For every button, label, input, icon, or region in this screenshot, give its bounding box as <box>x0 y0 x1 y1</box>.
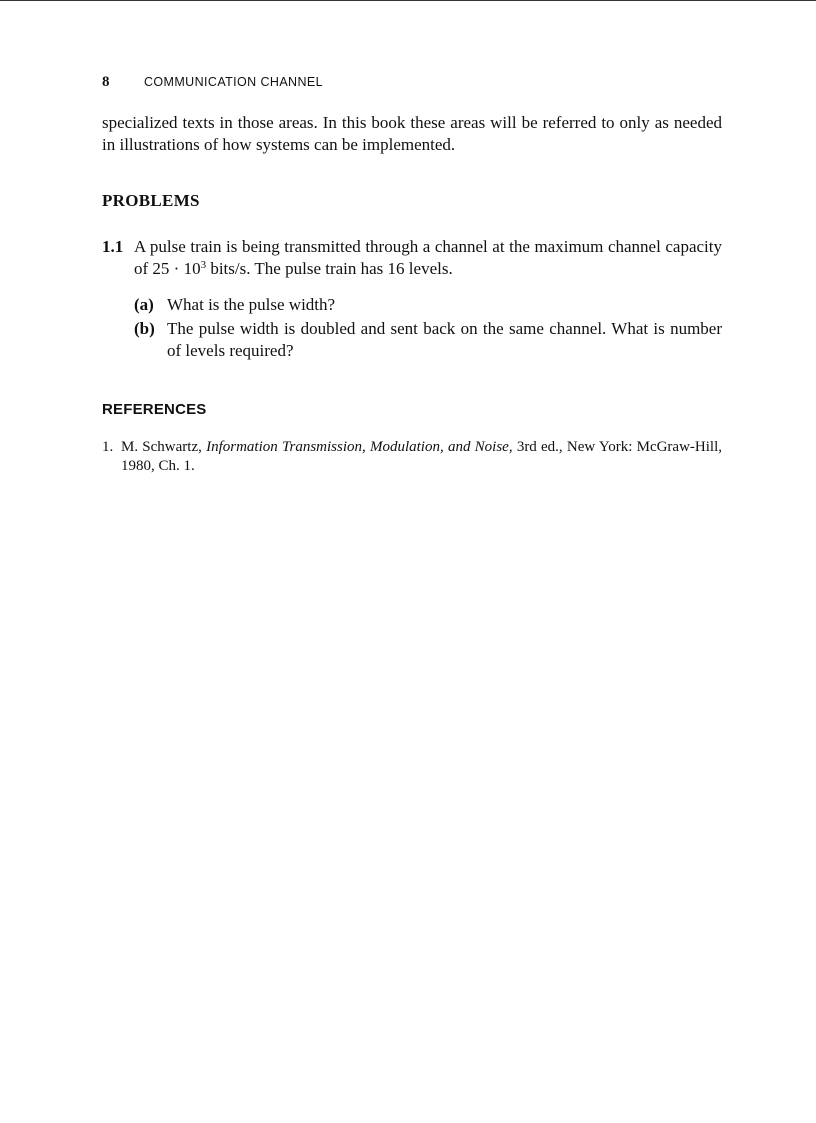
subpart-label: (a) <box>134 295 154 314</box>
page-top-border <box>0 0 816 1</box>
problem-number: 1.1 <box>102 237 124 256</box>
subpart-label: (b) <box>134 319 155 338</box>
problem-subparts <box>102 294 722 362</box>
chapter-title: COMMUNICATION CHANNEL <box>144 75 324 89</box>
reference-number: 1. <box>102 439 114 455</box>
problems-heading: PROBLEMS <box>102 191 200 210</box>
reference-text <box>121 438 722 476</box>
problem-statement <box>102 236 722 280</box>
reference-details: , 3rd ed., New York: McGraw-Hill, 1980, Ch. 1. <box>121 439 722 474</box>
subpart-a <box>134 294 722 316</box>
reference-author: M. Schwartz, <box>121 439 207 455</box>
references-heading: REFERENCES <box>102 401 207 418</box>
problem-text-part-1: A pulse train is being transmitted through a channel at the maximum channel capacity of 25 · 10 <box>134 237 722 278</box>
page-number: 8 <box>102 74 110 90</box>
subpart-text: The pulse width is doubled and sent back on the same channel. What is number of levels required? <box>167 319 722 360</box>
reference-title: Information Transmission, Modulation, and Noise <box>206 439 509 455</box>
problem-1-1 <box>102 236 722 364</box>
problem-text-part-2: bits/s. The pulse train has 16 levels. <box>206 259 453 278</box>
reference-1 <box>102 438 722 476</box>
problem-text <box>134 236 722 280</box>
problem-exponent: 3 <box>200 259 207 271</box>
intro-paragraph: specialized texts in those areas. In this book these areas will be referred to only as needed in illustrations of how systems can be implemented. <box>102 113 722 154</box>
subpart-text: What is the pulse width? <box>167 295 336 314</box>
running-head <box>102 74 323 92</box>
subpart-b <box>134 318 722 362</box>
